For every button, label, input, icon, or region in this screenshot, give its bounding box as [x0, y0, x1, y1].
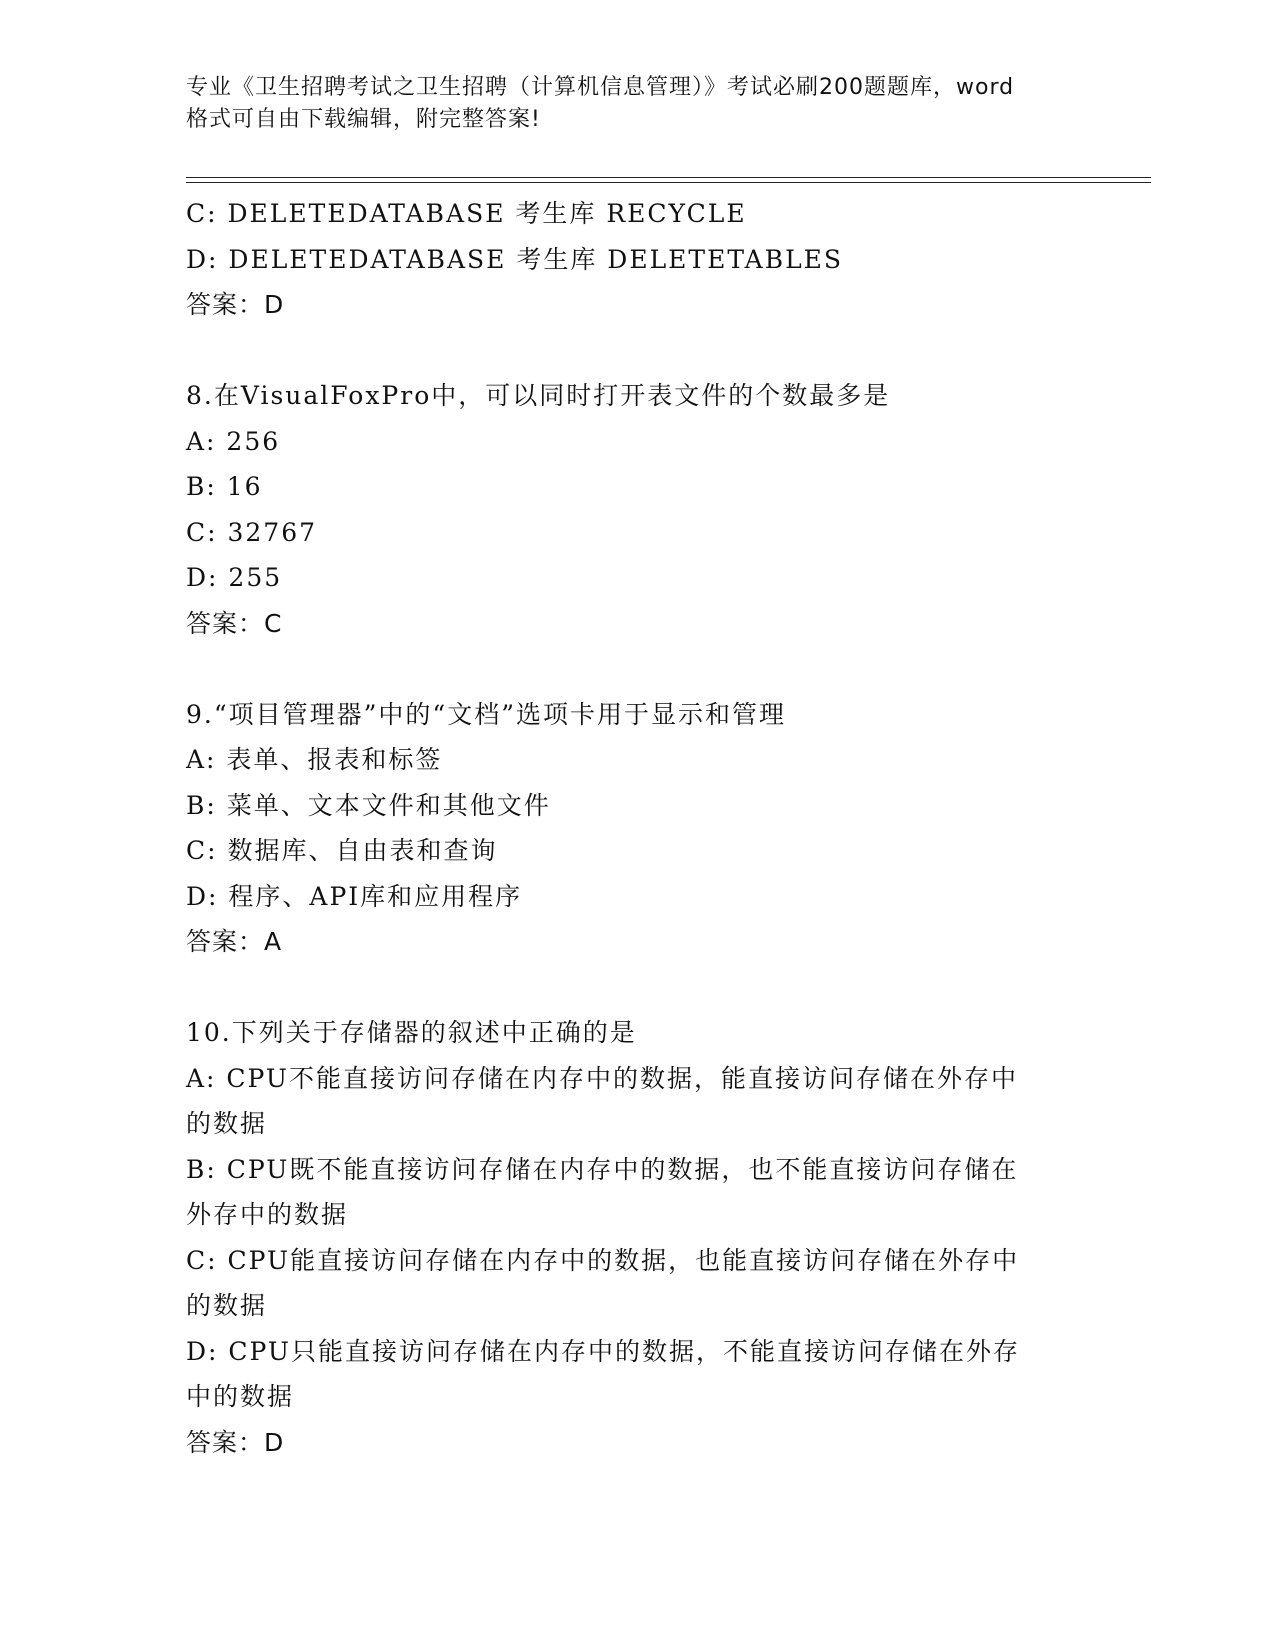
option-a: A: 表单、报表和标签 [186, 745, 443, 774]
header-line-2: 格式可自由下载编辑，附完整答案! [186, 107, 541, 132]
option-d-continued: 中的数据 [186, 1382, 295, 1411]
answer: 答案：C [186, 608, 283, 638]
header-divider-bottom [186, 182, 1151, 183]
option-c: C: 32767 [186, 517, 318, 547]
option-c: C: CPU能直接访问存储在内存中的数据，也能直接访问存储在外存中 [186, 1245, 1020, 1275]
option-a-continued: 的数据 [186, 1109, 268, 1138]
header-divider-top [186, 177, 1151, 178]
option-d: D: DELETEDATABASE 考生库 DELETETABLES [186, 244, 844, 274]
answer: 答案：D [186, 1427, 285, 1457]
previous-question-tail [186, 191, 1086, 328]
question-stem: 9.“项目管理器”中的“文档”选项卡用于显示和管理 [186, 699, 786, 729]
question-8 [186, 373, 1086, 646]
spacer [186, 965, 1086, 1011]
option-d: D: 255 [186, 563, 283, 592]
question-stem: 8.在VisualFoxPro中，可以同时打开表文件的个数最多是 [186, 381, 891, 410]
option-b-continued: 外存中的数据 [186, 1200, 349, 1229]
option-b: B: CPU既不能直接访问存储在内存中的数据，也不能直接访问存储在 [186, 1154, 1019, 1184]
option-b: B: 16 [186, 472, 263, 501]
question-content [186, 191, 1086, 1465]
answer: 答案：D [186, 290, 285, 319]
option-d: D: 程序、API库和应用程序 [186, 881, 523, 911]
answer: 答案：A [186, 927, 283, 956]
question-10 [186, 1010, 1086, 1465]
option-a: A: CPU不能直接访问存储在内存中的数据，能直接访问存储在外存中 [186, 1063, 1019, 1093]
question-stem: 10.下列关于存储器的叙述中正确的是 [186, 1018, 637, 1047]
option-c: C: DELETEDATABASE 考生库 RECYCLE [186, 199, 747, 228]
document-header [186, 72, 1086, 136]
header-line-1: 专业《卫生招聘考试之卫生招聘（计算机信息管理）》考试必刷200题题库，word [186, 75, 1015, 100]
spacer [186, 646, 1086, 692]
option-c-continued: 的数据 [186, 1291, 268, 1320]
option-a: A: 256 [186, 426, 281, 456]
question-9 [186, 692, 1086, 965]
spacer [186, 328, 1086, 374]
option-d: D: CPU只能直接访问存储在内存中的数据，不能直接访问存储在外存 [186, 1336, 1020, 1366]
option-c: C: 数据库、自由表和查询 [186, 836, 498, 865]
option-b: B: 菜单、文本文件和其他文件 [186, 790, 551, 820]
